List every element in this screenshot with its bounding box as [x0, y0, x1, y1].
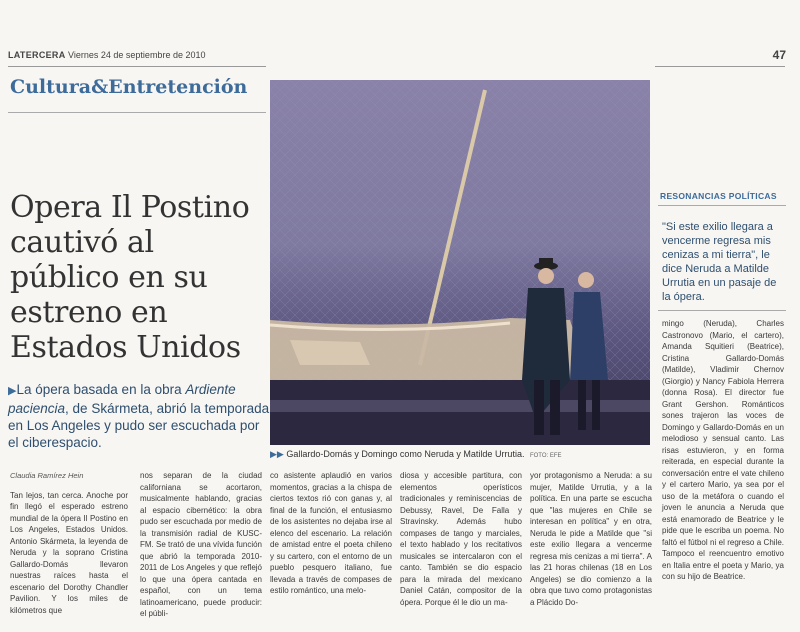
deck-book-title: Ardiente paciencia	[8, 382, 236, 416]
body-column-1-text: Tan lejos, tan cerca. Anoche por fin llegó el esperado estreno mundial de la ópera Il Postino en Los Angeles, Estados Unidos. Antonio Skármeta, la leyenda de Neruda y la soprano Cristina Gallardo-Domás llevaron nuestras raíces hasta el escenario del Dorothy Chandler Pavilion. Y los miles de kilómetros que	[10, 490, 128, 615]
top-divider	[8, 66, 266, 67]
issue-date: Viernes 24 de septiembre de 2010	[68, 50, 206, 60]
body-column-3: co asistente aplaudió en varios momentos, gracias a la chispa de ciertos textos rió con ganas y, al final de la función, el entusiasmo de los asistentes no dejaba irse al elenco del escenario. La relación de amistad entre el poeta chileno y su cartero, con el entorno de un pueblo pesquero italiano, fue llevada a través de compases de estilo romántico, una melo-	[270, 471, 392, 595]
body-column-5: yor protagonismo a Neruda: a su mujer, Matilde Urrutia, y a la política. En una parte se escucha que "las mujeres en Chile se interesan en política" y en otra, Neruda le pide a Matilde que "si este exilio llegara a vencerme regresa mis cenizas a mi tierra". A las 21 horas chilenas (18 en Los Angeles) se dio comienzo a la obra que tuvo como protagonistas a Plácido Do-	[530, 471, 652, 607]
deck	[8, 381, 270, 451]
sidebar-divider	[658, 205, 786, 206]
photo-caption	[270, 449, 650, 460]
body-column-1	[10, 470, 128, 616]
sidebar-divider-bottom	[658, 310, 786, 311]
body-column-4: diosa y accesible partitura, con elementos operísticos tradicionales y reminiscencias de Debussy, Ravel, De Falla y Stravinsky. Además hubo compases de tango y marciales, el texto hablado y los recitativos musicales se intercalaron con el canto. También se dio espacio para la mirada del mexicano Daniel Catán, compositor de la ópera. Porque él le dio un ma-	[400, 471, 522, 607]
stage-scene-illustration	[270, 80, 650, 445]
sidebar-label: RESONANCIAS POLÍTICAS	[660, 191, 777, 201]
photo-credit: FOTO: EFE	[529, 453, 562, 459]
opera-stage-photo	[270, 80, 650, 445]
newspaper-brand: LATERCERA	[8, 50, 66, 60]
byline: Claudia Ramírez Hein	[10, 471, 84, 480]
top-divider-right	[655, 66, 785, 67]
caption-text: Gallardo-Domás y Domingo como Neruda y Matilde Urrutia.	[286, 449, 525, 459]
headline: Opera Il Postino cautivó al público en su estreno en Estados Unidos	[10, 190, 250, 365]
deck-arrow-icon: ▶	[8, 385, 17, 397]
pull-quote: "Si este exilio llegara a vencerme regresa mis cenizas a mi tierra", le dice Neruda a Matilde Urrutia en un pasaje de la ópera.	[662, 221, 777, 303]
body-column-2: nos separan de la ciudad californiana se acortaron, musicalmente hablando, gracias al espacio cibernético: la obra pudo ser escuchada por medio de la transmisión radial de KUSC-FM. Se trató de una vívida función que abrió la temporada 2010-2011 de Los Angeles y que reflejó lo que una ópera cantada en español, con un tema latinoamericano, puede producir: el públi-	[140, 471, 262, 618]
deck-suffix: , de Skármeta, abrió la temporada en Los Angeles y pudo ser escuchada por el ciberespacio.	[8, 401, 270, 450]
masthead	[8, 50, 788, 64]
section-title: Cultura&Entretención	[10, 76, 248, 98]
body-column-6: mingo (Neruda), Charles Castronovo (Mario, el cartero), Amanda Squitieri (Beatrice), Cristina Gallardo-Domás (Matilde), Vladimir Chernov (Giorgio) y Nancy Fabiola Herrera (donna Rosa). El director fue Grant Gershon. Románticos sones trajeron las voces de Domingo y Gallardo-Domás en un melodioso y sensual canto. Las risas estuvieron, y en forma reiterada, en especial durante la conversación entre el vate chileno y el cartero Mario, ya sea por el uso de la metáfora o cuando el joven le anuncia a Neruda que está enamorado de Beatrice y le pide que le escriba un poema. No faltó el fútbol ni el regreso a Chile. Tampoco el reencuentro emotivo en Italia entre el poeta y Mario, ya con su hijo de Beatrice.	[662, 319, 784, 581]
deck-prefix: La ópera basada en la obra	[16, 382, 186, 397]
page-number: 47	[772, 48, 786, 62]
caption-arrow-icon: ▶▶	[270, 449, 284, 459]
section-divider	[8, 112, 266, 113]
